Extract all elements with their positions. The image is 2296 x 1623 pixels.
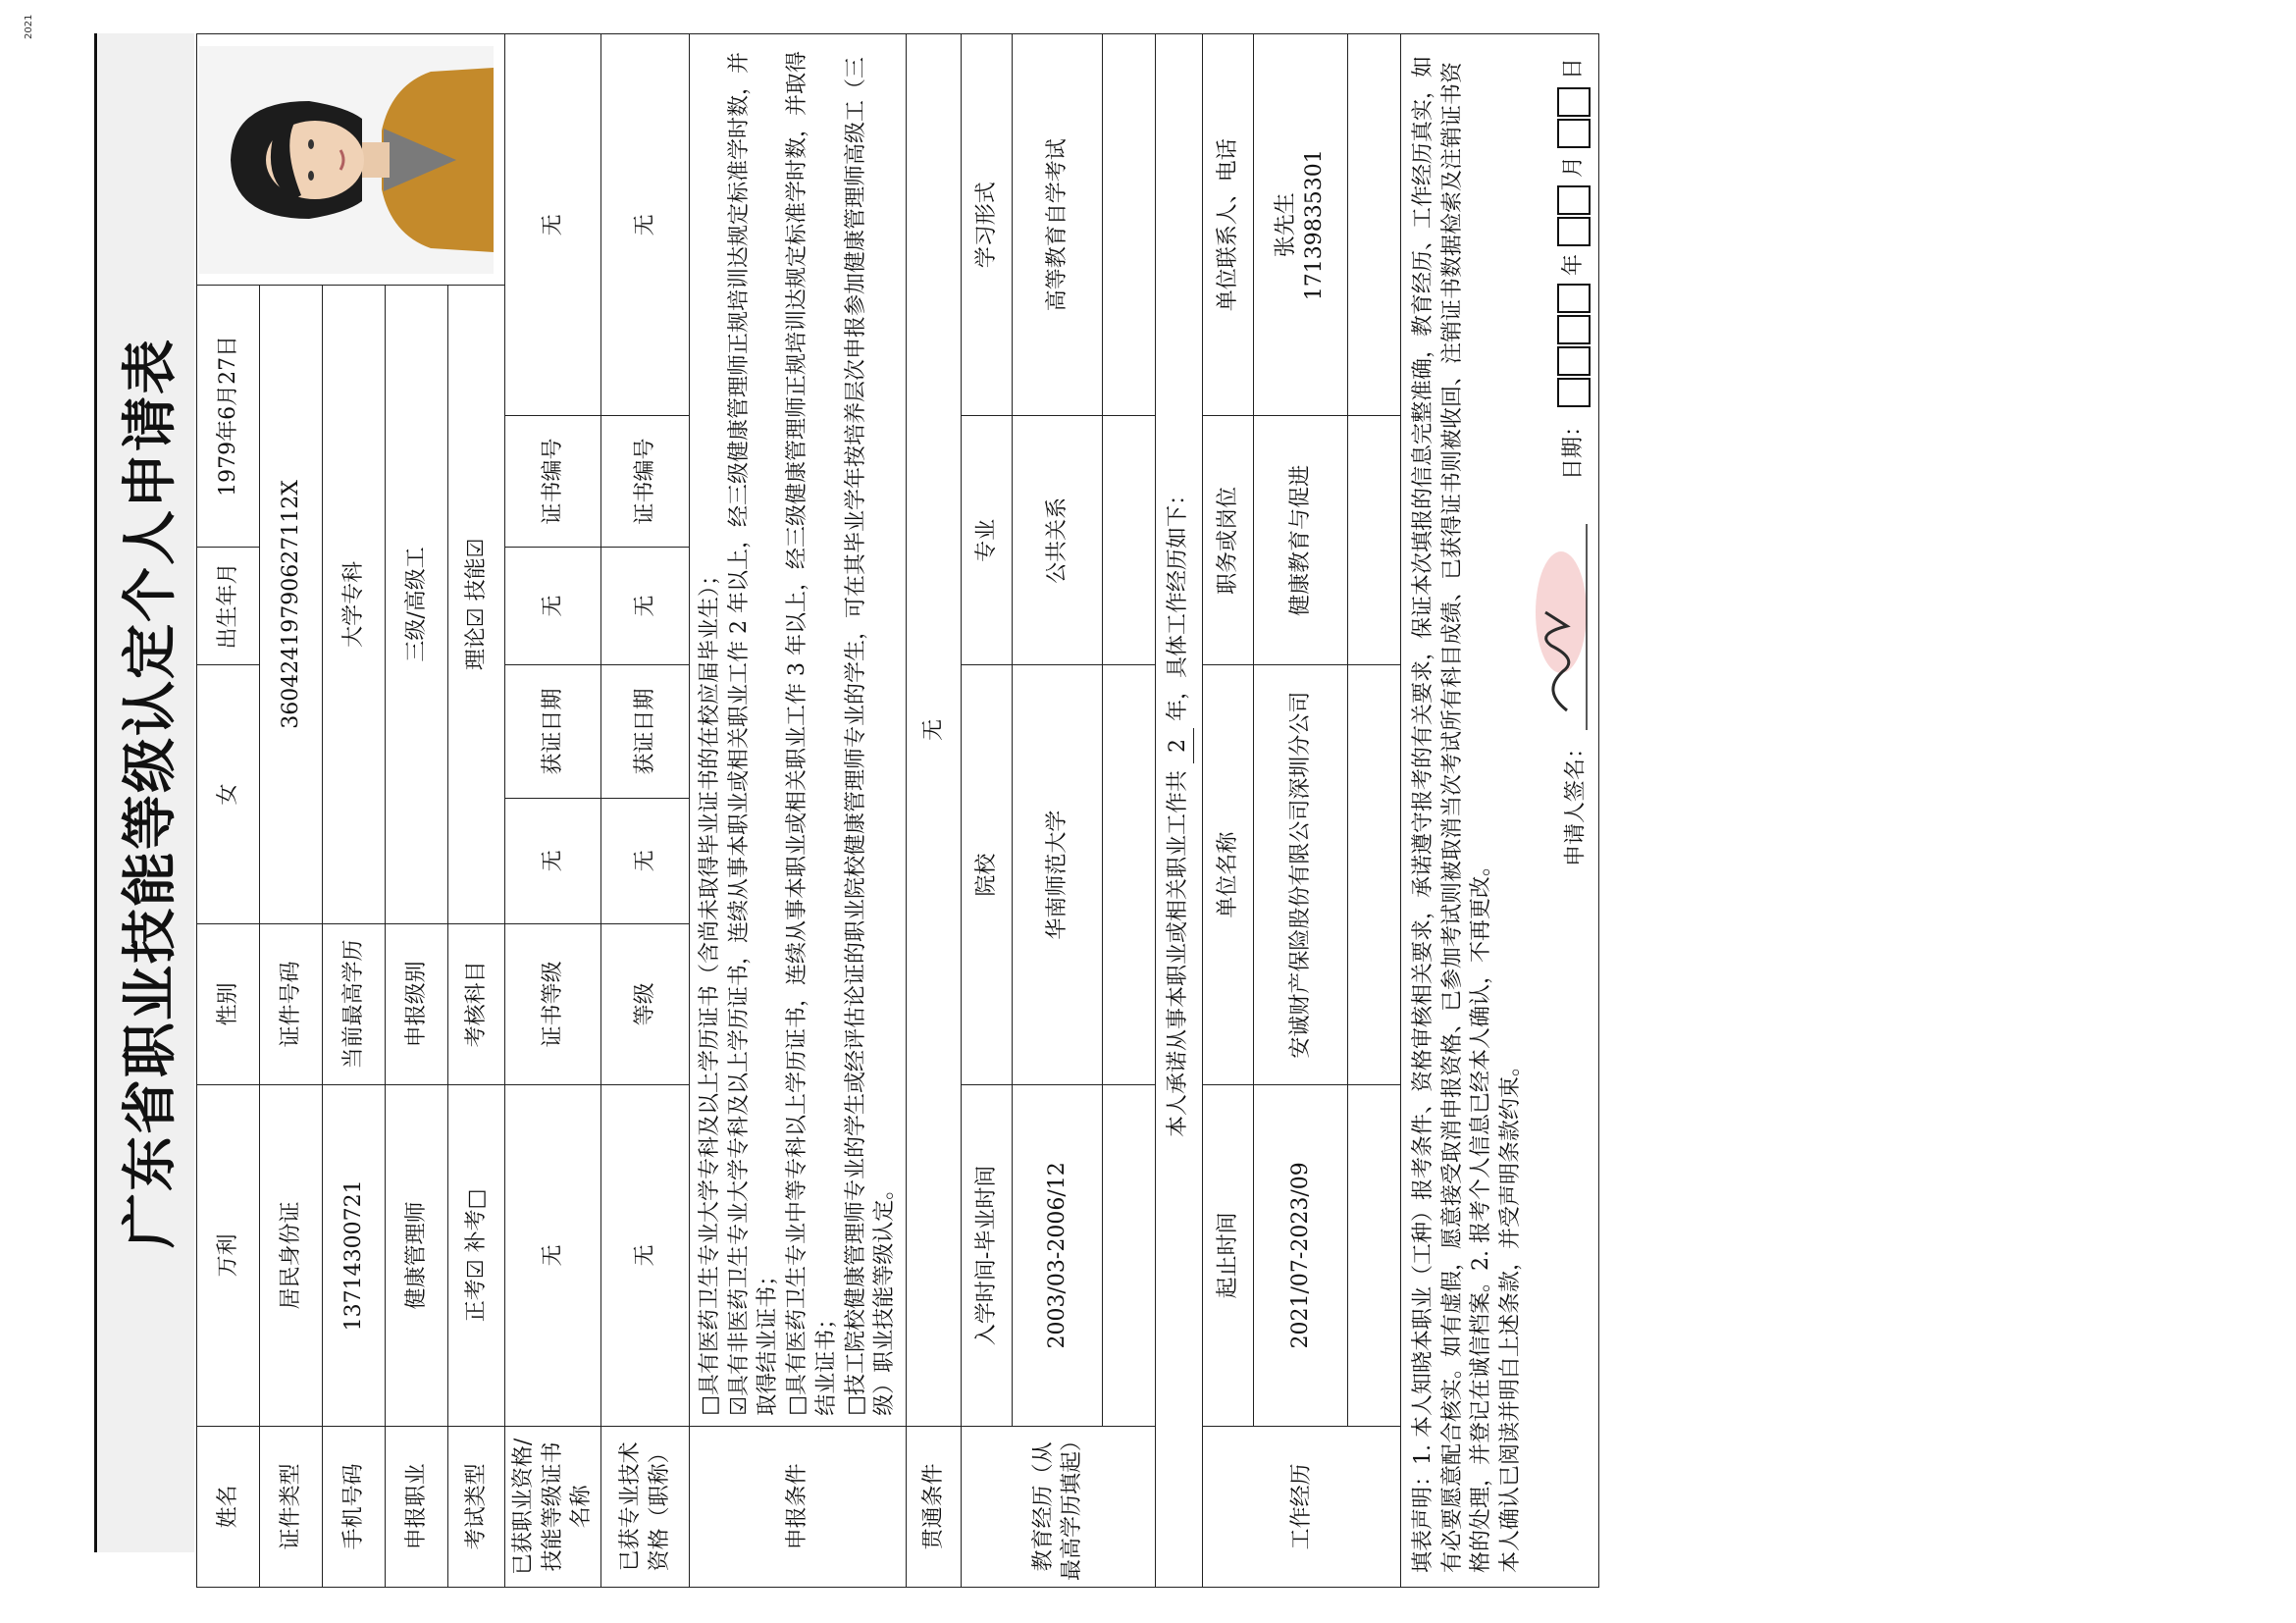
- condition-item: □具有医药卫生专业中等专科以上学历证书，连续从事本职业或相关职业工作 3 年以上，经三级健康管理师正规培训达规定标准学时数，并取得结业证书；: [785, 50, 839, 1416]
- work-header-contact: 单位联系人、电话: [1202, 34, 1253, 416]
- vocational-level-value: 无: [505, 798, 601, 923]
- work-row-company: 安诚财产保险股份有限公司深圳分公司: [1253, 665, 1347, 1085]
- work-label: 工作经历: [1202, 1426, 1400, 1587]
- subject-label: 考核科目: [448, 923, 505, 1084]
- form-title: 广东省职业技能等级认定个人申请表: [98, 33, 194, 1552]
- occupation-label: 申报职业: [386, 1426, 448, 1587]
- work-header-position: 职务或岗位: [1202, 416, 1253, 665]
- signature-stamp: [1528, 524, 1591, 730]
- date-block: [1557, 48, 1591, 480]
- edu-header-major: 专业: [961, 416, 1012, 665]
- edu-value: 大学专科: [323, 286, 386, 924]
- occupation-value: 健康管理师: [386, 1085, 448, 1427]
- signature-label: 申请人签名：: [1562, 736, 1588, 866]
- edu-row-time: 2003/03-2006/12: [1012, 1085, 1102, 1427]
- top-rule: [94, 33, 97, 1552]
- level-label: 申报级别: [386, 923, 448, 1084]
- tech-no-label: 证书编号: [601, 416, 690, 547]
- date-box: [1557, 378, 1591, 407]
- work-empty-cell: [1347, 34, 1400, 416]
- work-row-contact: 张先生 17139835301: [1253, 34, 1347, 416]
- edu-row-major: 公共关系: [1012, 416, 1102, 665]
- commitment-prefix: 本人承诺从事本职业或相关职业工作共: [1166, 770, 1191, 1138]
- conditions-label: 申报条件: [690, 1426, 907, 1587]
- date-box: [1557, 217, 1591, 246]
- vocational-date-value: 无: [505, 547, 601, 665]
- month-suffix: 月: [1560, 156, 1586, 179]
- name-value: 万利: [197, 1085, 260, 1427]
- signature-row: [1528, 48, 1591, 1573]
- work-header-company: 单位名称: [1202, 665, 1253, 1085]
- corner-mark: 2021: [24, 14, 34, 39]
- work-row-time: 2021/07-2023/09: [1253, 1085, 1347, 1427]
- vocational-level-label: 证书等级: [505, 923, 601, 1084]
- name-label: 姓名: [197, 1426, 260, 1587]
- birth-value: 1979年6月27日: [197, 286, 260, 548]
- photo-cell: [197, 34, 505, 286]
- application-table: [196, 33, 1599, 1588]
- tech-no-value: 无: [601, 34, 690, 416]
- date-box: [1557, 346, 1591, 376]
- date-box: [1557, 119, 1591, 148]
- id-type-value: 居民身份证: [260, 1085, 323, 1427]
- applicant-photo: [199, 46, 494, 274]
- condition-item: ☑具有非医药卫生专业大学专科及以上学历证书，连续从事本职业或相关职业工作 2 年以上，经三级健康管理师正规培训达规定标准学时数，并取得结业证书；: [726, 52, 781, 1416]
- tech-title-label: 已获专业技术资格（职称）: [601, 1426, 690, 1587]
- through-label: 贯通条件: [906, 1426, 961, 1587]
- tech-date-value: 无: [601, 547, 690, 665]
- subject-value: 理论☑ 技能☑: [448, 286, 505, 924]
- education-label: 教育经历（从最高学历填起）: [961, 1426, 1155, 1587]
- date-box: [1557, 315, 1591, 344]
- edu-row-mode: 高等教育自学考试: [1012, 34, 1102, 416]
- conditions-list: [690, 34, 907, 1427]
- vocational-no-value: 无: [505, 34, 601, 416]
- date-label: 日期：: [1560, 415, 1586, 481]
- phone-value: 13714300721: [323, 1085, 386, 1427]
- work-empty-cell: [1347, 1085, 1400, 1427]
- phone-label: 手机号码: [323, 1426, 386, 1587]
- date-box: [1557, 284, 1591, 313]
- through-value: 无: [906, 34, 961, 1427]
- id-type-label: 证件类型: [260, 1426, 323, 1587]
- day-suffix: 日: [1560, 58, 1586, 80]
- edu-empty-cell: [1102, 34, 1155, 416]
- exam-type-value: 正考☑ 补考□: [448, 1085, 505, 1427]
- tech-level-value: 无: [601, 798, 690, 923]
- condition-item: □具有医药卫生专业大学专科及以上学历证书（含尚未取得毕业证书的在校应届毕业生）；: [698, 563, 723, 1416]
- signature-block: [1528, 524, 1591, 1573]
- edu-header-time: 入学时间-毕业时间: [961, 1085, 1012, 1427]
- vocational-no-label: 证书编号: [505, 416, 601, 547]
- date-box: [1557, 87, 1591, 117]
- commitment-suffix: 年，具体工作经历如下：: [1166, 483, 1191, 721]
- edu-empty-cell: [1102, 665, 1155, 1085]
- id-no-label: 证件号码: [260, 923, 323, 1084]
- level-value: 三级/高级工: [386, 286, 448, 924]
- edu-header-mode: 学习形式: [961, 34, 1012, 416]
- work-header-time: 起止时间: [1202, 1085, 1253, 1427]
- birth-label: 出生年月: [197, 547, 260, 665]
- declaration-text: 填表声明：1. 本人知晓本职业（工种）报考条件、资格审核相关要求，承诺遵守报考的有关要求，保证本次填报的信息完整准确，教育经历、工作经历真实，如有必要愿意配合核实。如有虚假，愿意接受取消申报资格、已参加考试则被取消当次考试所有科目成绩、已获得证书则被收回、注销证书数据检索及注销证书资格的处理，并登记在诚信档案。2. 报考个人信息已经本人确认，不再更改。: [1410, 56, 1494, 1573]
- tech-title-value: 无: [601, 1085, 690, 1427]
- vocational-cert-value: 无: [505, 1085, 601, 1427]
- edu-header-school: 院校: [961, 665, 1012, 1085]
- vocational-date-label: 获证日期: [505, 665, 601, 798]
- edu-row-school: 华南师范大学: [1012, 665, 1102, 1085]
- date-box: [1557, 185, 1591, 215]
- work-empty-cell: [1347, 665, 1400, 1085]
- edu-empty-cell: [1102, 1085, 1155, 1427]
- declaration-cell: [1400, 34, 1598, 1588]
- gender-label: 性别: [197, 923, 260, 1084]
- condition-item: □技工院校健康管理师专业的学生或经评估论证的职业院校健康管理师专业的学生，可在其毕业学年按培养层次申报参加健康管理师高级工（三级）职业技能等级认定。: [843, 56, 898, 1416]
- work-row-position: 健康教育与促进: [1253, 416, 1347, 665]
- commitment-years: 2: [1164, 728, 1194, 763]
- gender-value: 女: [197, 665, 260, 923]
- work-commitment: [1155, 34, 1202, 1588]
- id-no-value: 36042419790627112X: [260, 286, 323, 924]
- tech-level-label: 等级: [601, 923, 690, 1084]
- declaration-confirm: 本人确认已阅读并明白上述条款，并受声明条款约束。: [1497, 1054, 1523, 1573]
- edu-label: 当前最高学历: [323, 923, 386, 1084]
- edu-empty-cell: [1102, 416, 1155, 665]
- exam-type-label: 考试类型: [448, 1426, 505, 1587]
- tech-date-label: 获证日期: [601, 665, 690, 798]
- vocational-cert-label: 已获职业资格/技能等级证书名称: [505, 1426, 601, 1587]
- year-suffix: 年: [1560, 254, 1586, 277]
- work-empty-cell: [1347, 416, 1400, 665]
